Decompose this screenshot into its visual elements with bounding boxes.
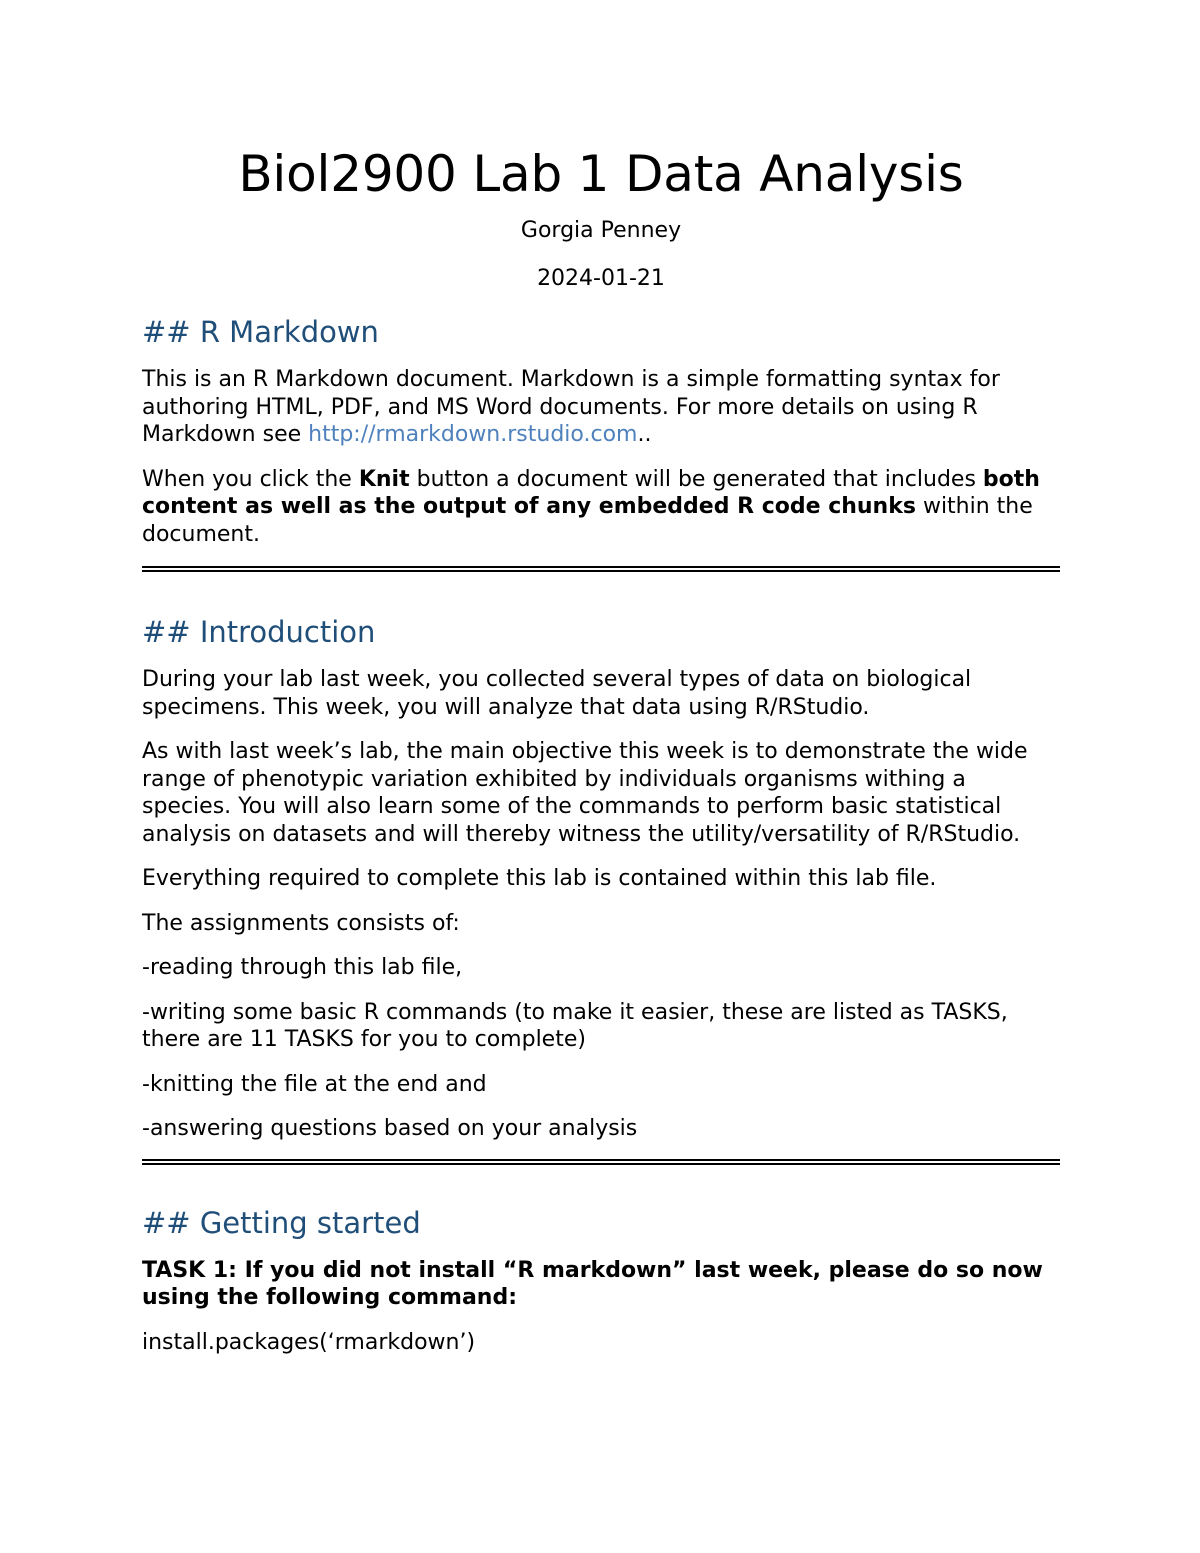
heading-introduction: ## Introduction [142, 615, 376, 649]
paragraph-text: .. [637, 422, 652, 447]
document-date: 2024-01-21 [537, 266, 665, 291]
paragraph-text: When you click the [142, 466, 359, 492]
paragraph-intro-1: During your lab last week, you collected several types of data on biological specimens. This week, you will analyze that data using R/RStudio. [142, 667, 972, 720]
knit-bold-text: Knit [358, 466, 410, 492]
document-page [142, 138, 1060, 1356]
task-1-instruction: TASK 1: If you did not install “R markdown” last week, please do so now using the following command: [142, 1257, 1043, 1310]
paragraph-knit [142, 466, 1060, 549]
paragraph-intro-2: As with last week’s lab, the main objective this week is to demonstrate the wide range of phenotypic variation exhibited by individuals organisms withing a species. You will also learn some of the commands to perform basic statistical analysis on datasets and will thereby witness the utility/versatility of R/RStudio. [142, 739, 1028, 847]
horizontal-rule [142, 566, 1060, 572]
bold-text: both content as well as the output of any embedded R code chunks [142, 466, 1040, 519]
document-author: Gorgia Penney [520, 218, 682, 243]
install-command: install.packages(‘rmarkdown’) [142, 1329, 476, 1355]
paragraph-intro-3: Everything required to complete this lab is contained within this lab file. [142, 866, 937, 891]
paragraph-text: button a document will be generated that includes [409, 466, 983, 492]
paragraph-markdown-intro [142, 366, 1060, 449]
paragraph-text: within the document. [142, 494, 1033, 547]
list-item-answering: -answering questions based on your analysis [142, 1116, 638, 1141]
heading-getting-started: ## Getting started [142, 1205, 421, 1240]
list-item-writing: -writing some basic R commands (to make it easier, these are listed as TASKS, there are 11 TASKS for you to complete) [142, 999, 1008, 1052]
paragraph-intro-4: The assignments consists of: [142, 910, 460, 936]
document-title: Biol2900 Lab 1 Data Analysis [238, 145, 964, 203]
list-item-knitting: -knitting the file at the end and [142, 1071, 487, 1097]
paragraph-text: This is an R Markdown document. Markdown is a simple formatting syntax for authoring HTML, PDF, and MS Word documents. For more details on using R Markdown see [142, 367, 1000, 447]
horizontal-rule [142, 1159, 1060, 1165]
rmarkdown-link[interactable]: http://rmarkdown.rstudio.com [308, 422, 638, 447]
heading-r-markdown: ## R Markdown [142, 315, 379, 349]
list-item-reading: -reading through this lab file, [142, 955, 463, 980]
